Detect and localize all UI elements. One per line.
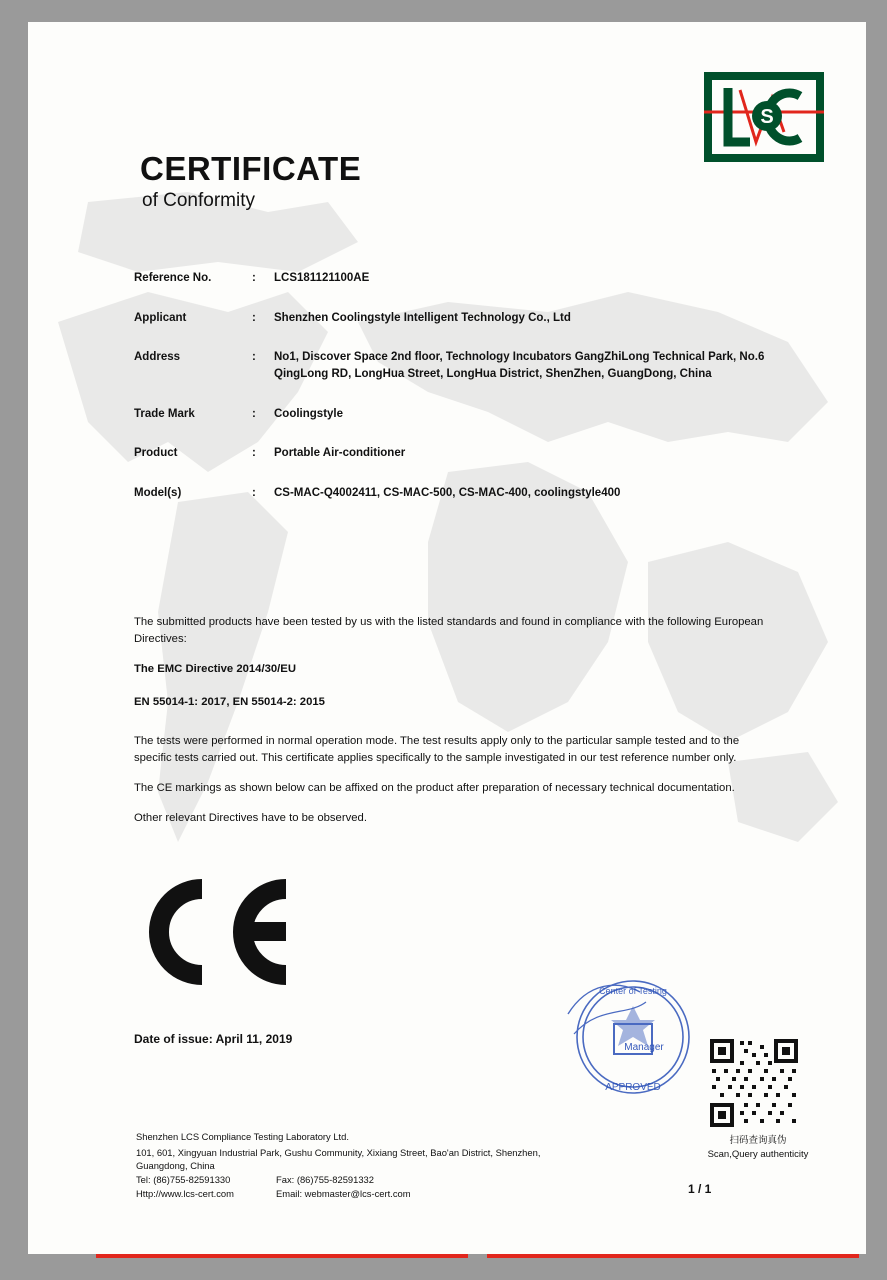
field-key: Reference No.	[134, 272, 212, 284]
field-row-applicant	[134, 310, 794, 327]
lcs-logo-icon	[704, 72, 824, 162]
qr-caption-en: Scan,Query authenticity	[707, 1149, 809, 1161]
body-intro: The submitted products have been tested by us with the listed standards and found in compliance with the following European Directives:	[134, 616, 764, 645]
field-row-models	[134, 485, 794, 502]
svg-text:Center of Testing: Center of Testing	[599, 986, 667, 996]
footer-email[interactable]: Email: webmaster@lcs-cert.com	[276, 1187, 411, 1199]
body-directive: The EMC Directive 2014/30/EU	[134, 662, 296, 675]
qr-caption-cn: 扫码查询真伪	[729, 1135, 787, 1146]
page-title: CERTIFICATE	[140, 150, 362, 187]
svg-text:S: S	[760, 106, 774, 128]
certificate-fields	[134, 270, 794, 525]
field-key: Product	[134, 447, 178, 460]
field-key: Trade Mark	[134, 407, 195, 420]
certificate-sheet	[28, 22, 866, 1254]
field-key: Address	[134, 351, 181, 364]
field-colon: :	[252, 447, 256, 460]
footer-lab-name: Shenzhen LCS Compliance Testing Laboratory Ltd.	[136, 1131, 349, 1142]
field-row-trade-mark	[134, 406, 794, 423]
field-key: Applicant	[134, 311, 187, 324]
body-ce-note: The CE markings as shown below can be affixed on the product after preparation of necessary technical documentation.	[134, 781, 735, 794]
field-value: No1, Discover Space 2nd floor, Technology Incubators GangZhiLong Technical Park, No.6 QingLong RD, LongHua Street, LongHua District, ShenZhen, GuangDong, China	[274, 351, 765, 381]
qr-caption	[678, 1134, 838, 1163]
field-key: Model(s)	[134, 487, 182, 500]
field-colon: :	[252, 487, 256, 500]
field-value: CS-MAC-Q4002411, CS-MAC-500, CS-MAC-400, coolingstyle400	[274, 487, 621, 500]
footer-fax: Fax: (86)755-82591332	[276, 1173, 374, 1185]
field-value: Shenzhen Coolingstyle Intelligent Technology Co., Ltd	[274, 311, 571, 324]
certificate-body	[134, 614, 774, 840]
qr-code[interactable]	[708, 1037, 800, 1129]
field-colon: :	[252, 407, 256, 420]
footer-tel: Tel: (86)755-82591330	[136, 1173, 231, 1185]
page-subtitle: of Conformity	[142, 190, 255, 211]
footer	[136, 1130, 656, 1200]
body-other-note: Other relevant Directives have to be observed.	[134, 811, 367, 824]
field-row-reference-no	[134, 270, 794, 287]
issue-date: Date of issue: April 11, 2019	[134, 1032, 293, 1046]
field-row-address	[134, 349, 794, 382]
field-value: Coolingstyle	[274, 407, 344, 420]
field-value: Portable Air-conditioner	[274, 447, 406, 460]
svg-text:APPROVED: APPROVED	[605, 1082, 661, 1093]
field-value: LCS181121100AE	[274, 272, 370, 284]
footer-address-line2: Guangdong, China	[136, 1160, 215, 1172]
field-colon: :	[252, 311, 256, 324]
field-colon: :	[252, 351, 256, 364]
approval-stamp	[548, 972, 718, 1102]
body-standards: EN 55014-1: 2017, EN 55014-2: 2015	[134, 695, 325, 708]
page-number: 1 / 1	[688, 1182, 712, 1196]
ce-mark-icon	[136, 877, 316, 987]
footer-website[interactable]: Http://www.lcs-cert.com	[136, 1187, 234, 1199]
svg-text:Manager: Manager	[624, 1042, 664, 1053]
body-tests-note: The tests were performed in normal operation mode. The test results apply only to the particular sample tested and to the specific tests carried out. This certificate applies specifically to the sample investigated in our test reference number only.	[134, 734, 740, 764]
field-colon: :	[252, 272, 256, 284]
field-row-product	[134, 445, 794, 462]
footer-address-line1: 101, 601, Xingyuan Industrial Park, Gushu Community, Xixiang Street, Bao'an District, Shenzhen,	[136, 1146, 541, 1158]
